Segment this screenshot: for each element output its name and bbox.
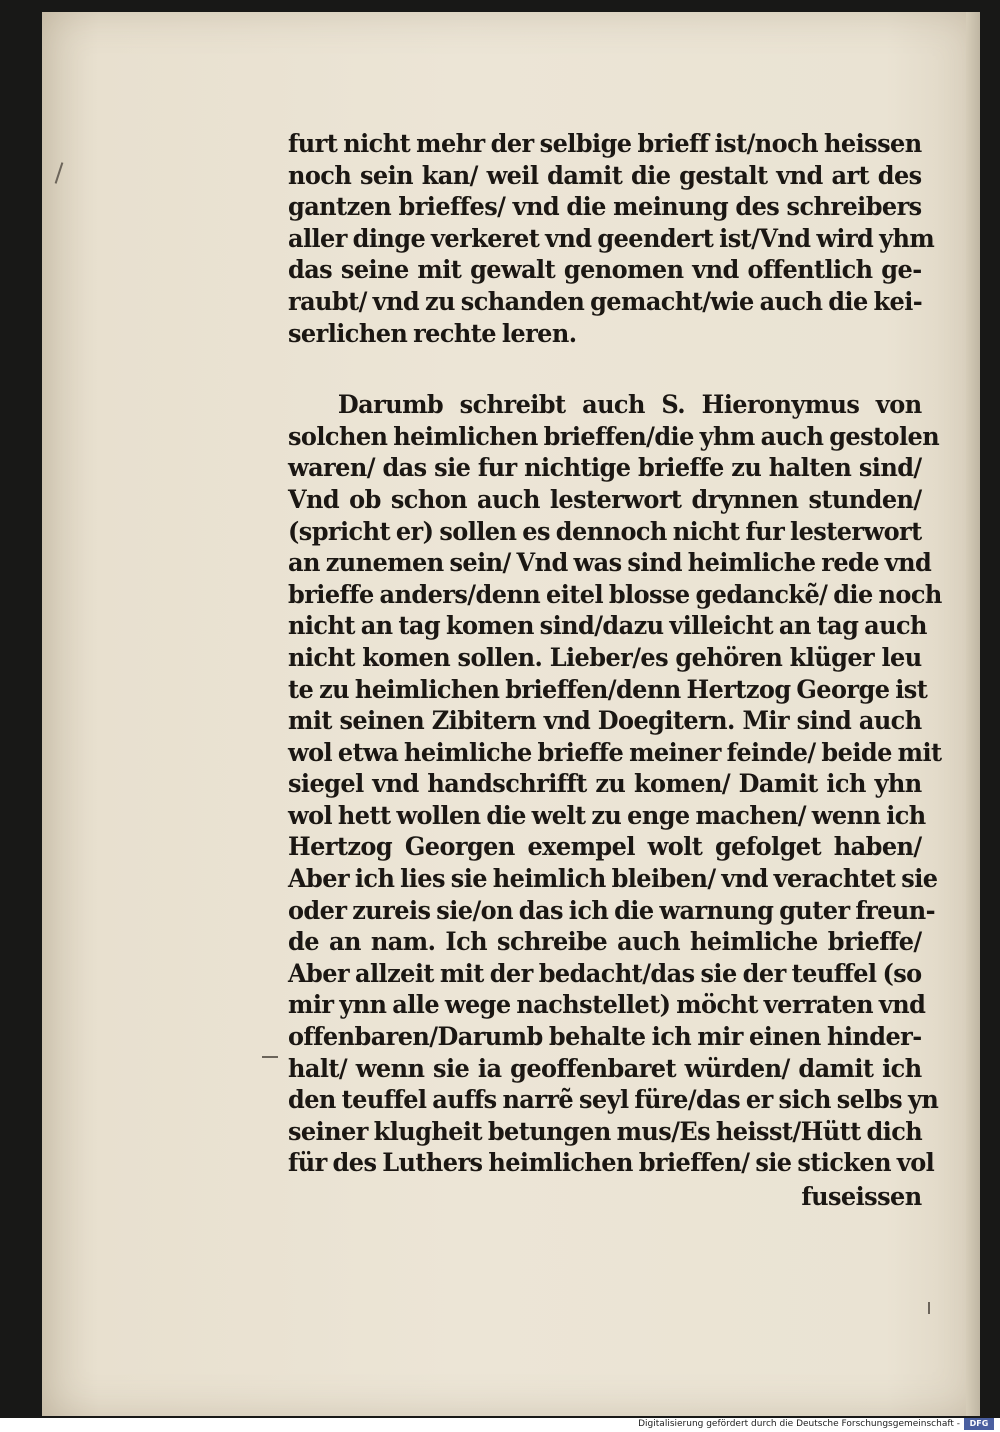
text-line: solchen heimlichen brieffen/die yhm auch gestolen — [288, 421, 940, 451]
text-line: serlichen rechte leren. — [288, 318, 577, 348]
text-line: furt nicht mehr der selbige brieff ist/noch heissen — [288, 129, 922, 158]
text-line: seiner klugheit betungen mus/Es heisst/Hütt dich — [288, 1116, 923, 1146]
text-line: Vnd ob schon auch lesterwort drynnen stunden/ — [288, 484, 922, 514]
text-line: den teuffel auffs narrẽ seyl füre/das er sich selbs yn — [288, 1085, 939, 1115]
text-line: wol etwa heimliche brieffe meiner feinde/ beide mit — [288, 737, 942, 767]
margin-dash-mark — [262, 1056, 278, 1058]
text-line: nicht komen sollen. Lieber/es gehören klüger leu — [288, 642, 922, 672]
footer-bar — [0, 1418, 1000, 1432]
text-line: raubt/ vnd zu schanden gemacht/wie auch die kei- — [288, 286, 923, 316]
text-line: noch sein kan/ weil damit die gestalt vnd art des — [288, 160, 922, 190]
text-line: gantzen brieffes/ vnd die meinung des schreibers — [288, 192, 922, 222]
paragraph-2 — [288, 389, 942, 1179]
paragraph-1 — [288, 128, 935, 349]
text-line: waren/ das sie fur nichtige brieffe zu halten sind/ — [288, 453, 922, 483]
text-line: brieffe anders/denn eitel blosse gedanckẽ/ die noch — [288, 579, 942, 609]
paragraph-gap — [288, 349, 922, 389]
text-line: nicht an tag komen sind/dazu villeicht an tag auch — [288, 611, 927, 641]
text-line: aller dinge verkeret vnd geendert ist/Vnd wird yhm — [288, 223, 935, 253]
text-line: de an nam. Ich schreibe auch heimliche brieffe/ — [288, 927, 922, 957]
text-line: mir ynn alle wege nachstellet) möcht verraten vnd — [288, 990, 926, 1020]
text-line: siegel vnd handschrifft zu komen/ Damit ich yhn — [288, 769, 922, 799]
text-line: Aber allzeit mit der bedacht/das sie der teuffel (so — [288, 958, 922, 988]
text-line: Darumb schreibt auch S. Hieronymus von — [337, 390, 922, 420]
text-line: das seine mit gewalt genomen vnd offentlich ge- — [288, 255, 922, 285]
text-line: halt/ wenn sie ia geoffenbaret würden/ damit ich — [288, 1053, 922, 1083]
page-text — [288, 128, 942, 1213]
text-line: te zu heimlichen brieffen/denn Hertzog George ist — [288, 674, 928, 704]
text-line: Hertzog Georgen exempel wolt gefolget haben/ — [288, 832, 922, 862]
margin-tick-mark — [928, 1302, 930, 1314]
text-line: wol hett wollen die welt zu enge machen/ wenn ich — [288, 800, 926, 830]
text-line: für des Luthers heimlichen brieffen/ sie sticken vol — [288, 1148, 935, 1178]
text-line: oder zureis sie/on das ich die warnung guter freun- — [288, 895, 936, 925]
funding-credit: Digitalisierung gefördert durch die Deutsche Forschungsgemeinschaft - — [638, 1419, 960, 1429]
text-line: (spricht er) sollen es dennoch nicht fur lesterwort — [288, 516, 922, 546]
catchword: fuseissen — [801, 1182, 922, 1211]
text-line: mit seinen Zibitern vnd Doegitern. Mir sind auch — [288, 706, 922, 736]
page-edge — [966, 12, 980, 1416]
text-line: an zunemen sein/ Vnd was sind heimliche rede vnd — [288, 548, 932, 578]
text-line: offenbaren/Darumb behalte ich mir einen hinder- — [288, 1022, 922, 1052]
dfg-logo-icon: DFG — [964, 1418, 994, 1430]
text-line: Aber ich lies sie heimlich bleiben/ vnd verachtet sie — [288, 864, 938, 894]
